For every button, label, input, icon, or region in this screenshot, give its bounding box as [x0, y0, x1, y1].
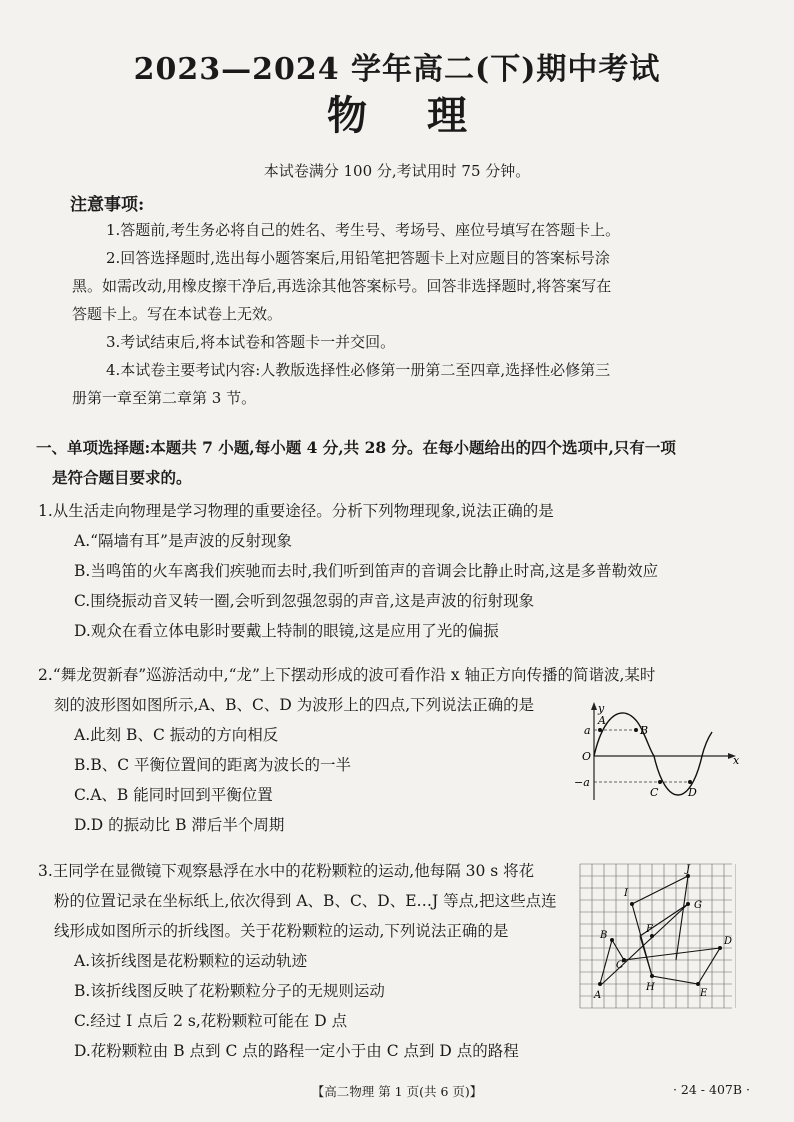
points [593, 864, 732, 1001]
point-label-a: A [594, 990, 602, 1001]
point-b [634, 728, 638, 732]
question-stem: 1.从生活走向物理是学习物理的重要途径。分析下列物理现象,说法正确的是 [38, 502, 554, 520]
brownian-figure [576, 860, 736, 1010]
section-heading [36, 433, 760, 493]
option-d: D.观众在看立体电影时要戴上特制的眼镜,这是应用了光的偏振 [74, 622, 499, 640]
point-b [610, 938, 614, 942]
label-c: C [650, 786, 659, 799]
neg-a-label: −a [574, 776, 590, 789]
label-d: D [688, 786, 697, 799]
point-label-h: H [646, 982, 655, 993]
point-a [598, 728, 602, 732]
wave-curve [594, 713, 712, 795]
y-axis-arrow [591, 702, 597, 710]
option-d: D.花粉颗粒由 B 点到 C 点的路程一定小于由 C 点到 D 点的路程 [74, 1042, 519, 1060]
question-stem-cont: 粉的位置记录在坐标纸上,依次得到 A、B、C、D、E…J 等点,把这些点连 [54, 892, 557, 910]
point-g [686, 902, 690, 906]
segment-j-x [676, 876, 688, 960]
option-a: A.“隔墙有耳”是声波的反射现象 [74, 532, 292, 550]
notice-item-4-cont: 册第一章至第二章第 3 节。 [72, 389, 257, 407]
point-d [688, 780, 692, 784]
option-c: C.A、B 能同时回到平衡位置 [74, 786, 273, 804]
label-b: B [640, 724, 649, 737]
notice-item-1: 1.答题前,考生务必将自己的姓名、考生号、考场号、座位号填写在答题卡上。 [106, 221, 621, 239]
page-footer: 【高二物理 第 1 页(共 6 页)】 [311, 1084, 483, 1099]
point-label-f: F [646, 924, 653, 935]
point-label-j: J [686, 864, 691, 875]
notice-item-2-cont2: 答题卡上。写在本试卷上无效。 [72, 305, 283, 323]
point-c [658, 780, 662, 784]
section-heading-line2: 是符合题目要求的。 [52, 468, 192, 487]
exam-info: 本试卷满分 100 分,考试用时 75 分钟。 [263, 162, 531, 180]
option-b: B.B、C 平衡位置间的距离为波长的一半 [74, 756, 351, 774]
point-label-g: G [694, 900, 702, 911]
question-stem: 3.王同学在显微镜下观察悬浮在水中的花粉颗粒的运动,他每隔 30 s 将花 [38, 862, 535, 880]
x-label: x [733, 754, 740, 767]
notice-item-4: 4.本试卷主要考试内容:人教版选择性必修第一册第二至四章,选择性必修第三 [106, 361, 611, 379]
paper-code: · 24 - 407B · [672, 1082, 750, 1097]
option-c: C.经过 I 点后 2 s,花粉颗粒可能在 D 点 [74, 1012, 348, 1030]
y-label: y [598, 702, 605, 715]
point-label-e: E [700, 988, 708, 999]
notice-item-3: 3.考试结束后,将本试卷和答题卡一并交回。 [106, 333, 396, 351]
question-stem-cont: 刻的波形图如图所示,A、B、C、D 为波形上的四点,下列说法正确的是 [54, 696, 535, 714]
notice-list [72, 216, 762, 412]
notice-item-2-cont: 黑。如需改动,用橡皮擦干净后,再选涂其他答案标号。回答非选择题时,将答案写在 [72, 277, 612, 295]
exam-subject: 物理 [327, 92, 527, 139]
option-c: C.围绕振动音叉转一圈,会听到忽强忽弱的声音,这是声波的衍射现象 [74, 592, 535, 610]
option-d: D.D 的振动比 B 滞后半个周期 [74, 816, 285, 834]
notice-heading: 注意事项: [70, 195, 145, 215]
point-label-d: D [724, 936, 733, 947]
wave-figure [572, 700, 742, 808]
section-heading-line1: 一、单项选择题:本题共 7 小题,每小题 4 分,共 28 分。在每小题给出的四个选项中,只有一项 [36, 438, 676, 457]
question-1 [38, 496, 762, 646]
exam-title: 2023—2024 学年高二(下)期中考试 [133, 52, 661, 87]
point-h [650, 974, 654, 978]
option-a: A.此刻 B、C 振动的方向相反 [74, 726, 279, 744]
point-a [598, 982, 602, 986]
point-e [696, 982, 700, 986]
point-label-b: B [600, 930, 608, 941]
option-a: A.该折线图是花粉颗粒的运动轨迹 [74, 952, 308, 970]
question-stem-cont2: 线形成如图所示的折线图。关于花粉颗粒的运动,下列说法正确的是 [54, 922, 509, 940]
point-i [630, 902, 634, 906]
question-stem: 2.“舞龙贺新春”巡游活动中,“龙”上下摆动形成的波可看作沿 x 轴正方向传播的简谐波,某时 [38, 666, 656, 684]
origin-label: O [582, 750, 592, 763]
notice-item-2: 2.回答选择题时,选出每小题答案后,用铅笔把答题卡上对应题目的答案标号涂 [106, 249, 610, 267]
label-a: A [598, 714, 606, 727]
point-label-c: C [616, 960, 624, 971]
point-label-i: I [624, 888, 628, 899]
pos-a-label: a [584, 724, 591, 737]
option-b: B.当鸣笛的火车离我们疾驰而去时,我们听到笛声的音调会比静止时高,这是多普勒效应 [74, 562, 659, 580]
option-b: B.该折线图反映了花粉颗粒分子的无规则运动 [74, 982, 385, 1000]
point-d [718, 946, 722, 950]
